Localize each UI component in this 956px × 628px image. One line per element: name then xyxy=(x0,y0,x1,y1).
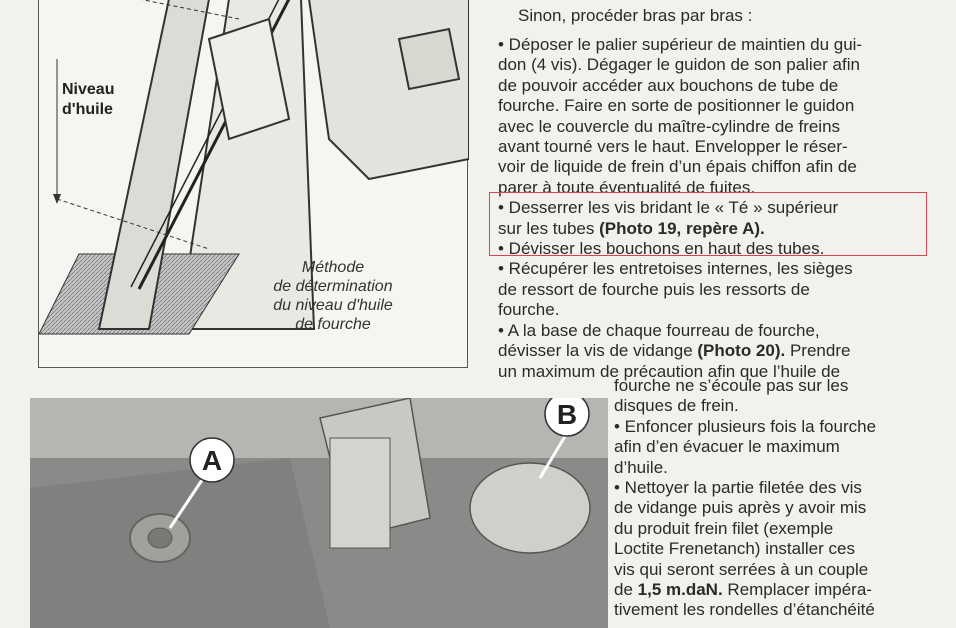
photo-ref: (Photo 19, repère A). xyxy=(599,218,765,238)
figure-caption: Méthode de détermination du niveau d'huile de fourche xyxy=(273,259,393,333)
triple-clamp xyxy=(309,0,469,179)
fork-photo xyxy=(30,398,608,628)
photo-illustration xyxy=(30,398,608,628)
intro-line: Sinon, procéder bras par bras : xyxy=(518,6,753,25)
step-3: • Dévisser les bouchons en haut des tubes. xyxy=(498,239,825,259)
clamp-bolt xyxy=(399,29,459,89)
step-5: • A la base de chaque fourreau de fourche, dévisser la vis de vidange (Photo 20). Prendre un maximum de précaution afin que l’huile de xyxy=(498,320,851,381)
marker-b-label: B xyxy=(556,399,578,430)
narrow-column: fourche ne s’écoule pas sur les disques de frein. • Enfoncer plusieurs fois la fourche afin d’en évacuer le maximum d’huile. • Nettoyer la partie filetée des vis de vidange puis après y avoir mis du produit frein filet (exemple Loctite Frenetanch) installer ces vis qui seront serrées à un couple de 1,5 m.daN. Remplacer impéra- tivement les rondelles d’étanchéité xyxy=(614,376,918,621)
step-1: • Déposer le palier supérieur de maintien du gui- don (4 vis). Dégager le guidon de son palier afin de pouvoir accéder aux bouchons de tube de fourche. Faire en sorte de positionner le guidon avec le couvercle du maître-cylindre de freins avant tourné vers le haut. Envelopper le réser- voir de liquide de frein d’un épais chiffon afin de parer à toute éventualité de fuites. xyxy=(498,35,863,197)
photo-ref: (Photo 20). xyxy=(697,341,786,361)
tube xyxy=(330,438,390,548)
step-4: • Récupérer les entretoises internes, les sièges de ressort de fourche puis les ressorts de fourche. xyxy=(498,259,853,320)
step-7: • Nettoyer la partie filetée des vis de vidange puis après y avoir mis du produit frein filet (exemple Loctite Frenetanch) installer ces vis qui seront serrées à un couple de 1,5 m.daN. Remplacer impéra- tivement les rondelles d’étanchéité xyxy=(614,478,875,620)
marker-a-label: A xyxy=(201,445,223,476)
highlight-box xyxy=(489,192,927,256)
oil-level-label: Niveau d'huile xyxy=(62,81,115,118)
step-2: • Desserrer les vis bridant le « Té » supérieur sur les tubes (Photo 19, repère A). xyxy=(498,198,839,238)
fork-plug xyxy=(470,463,590,553)
step-6: • Enfoncer plusieurs fois la fourche afin d’en évacuer le maximum d’huile. xyxy=(614,416,877,477)
torque-value: 1,5 m.daN. xyxy=(637,580,723,600)
